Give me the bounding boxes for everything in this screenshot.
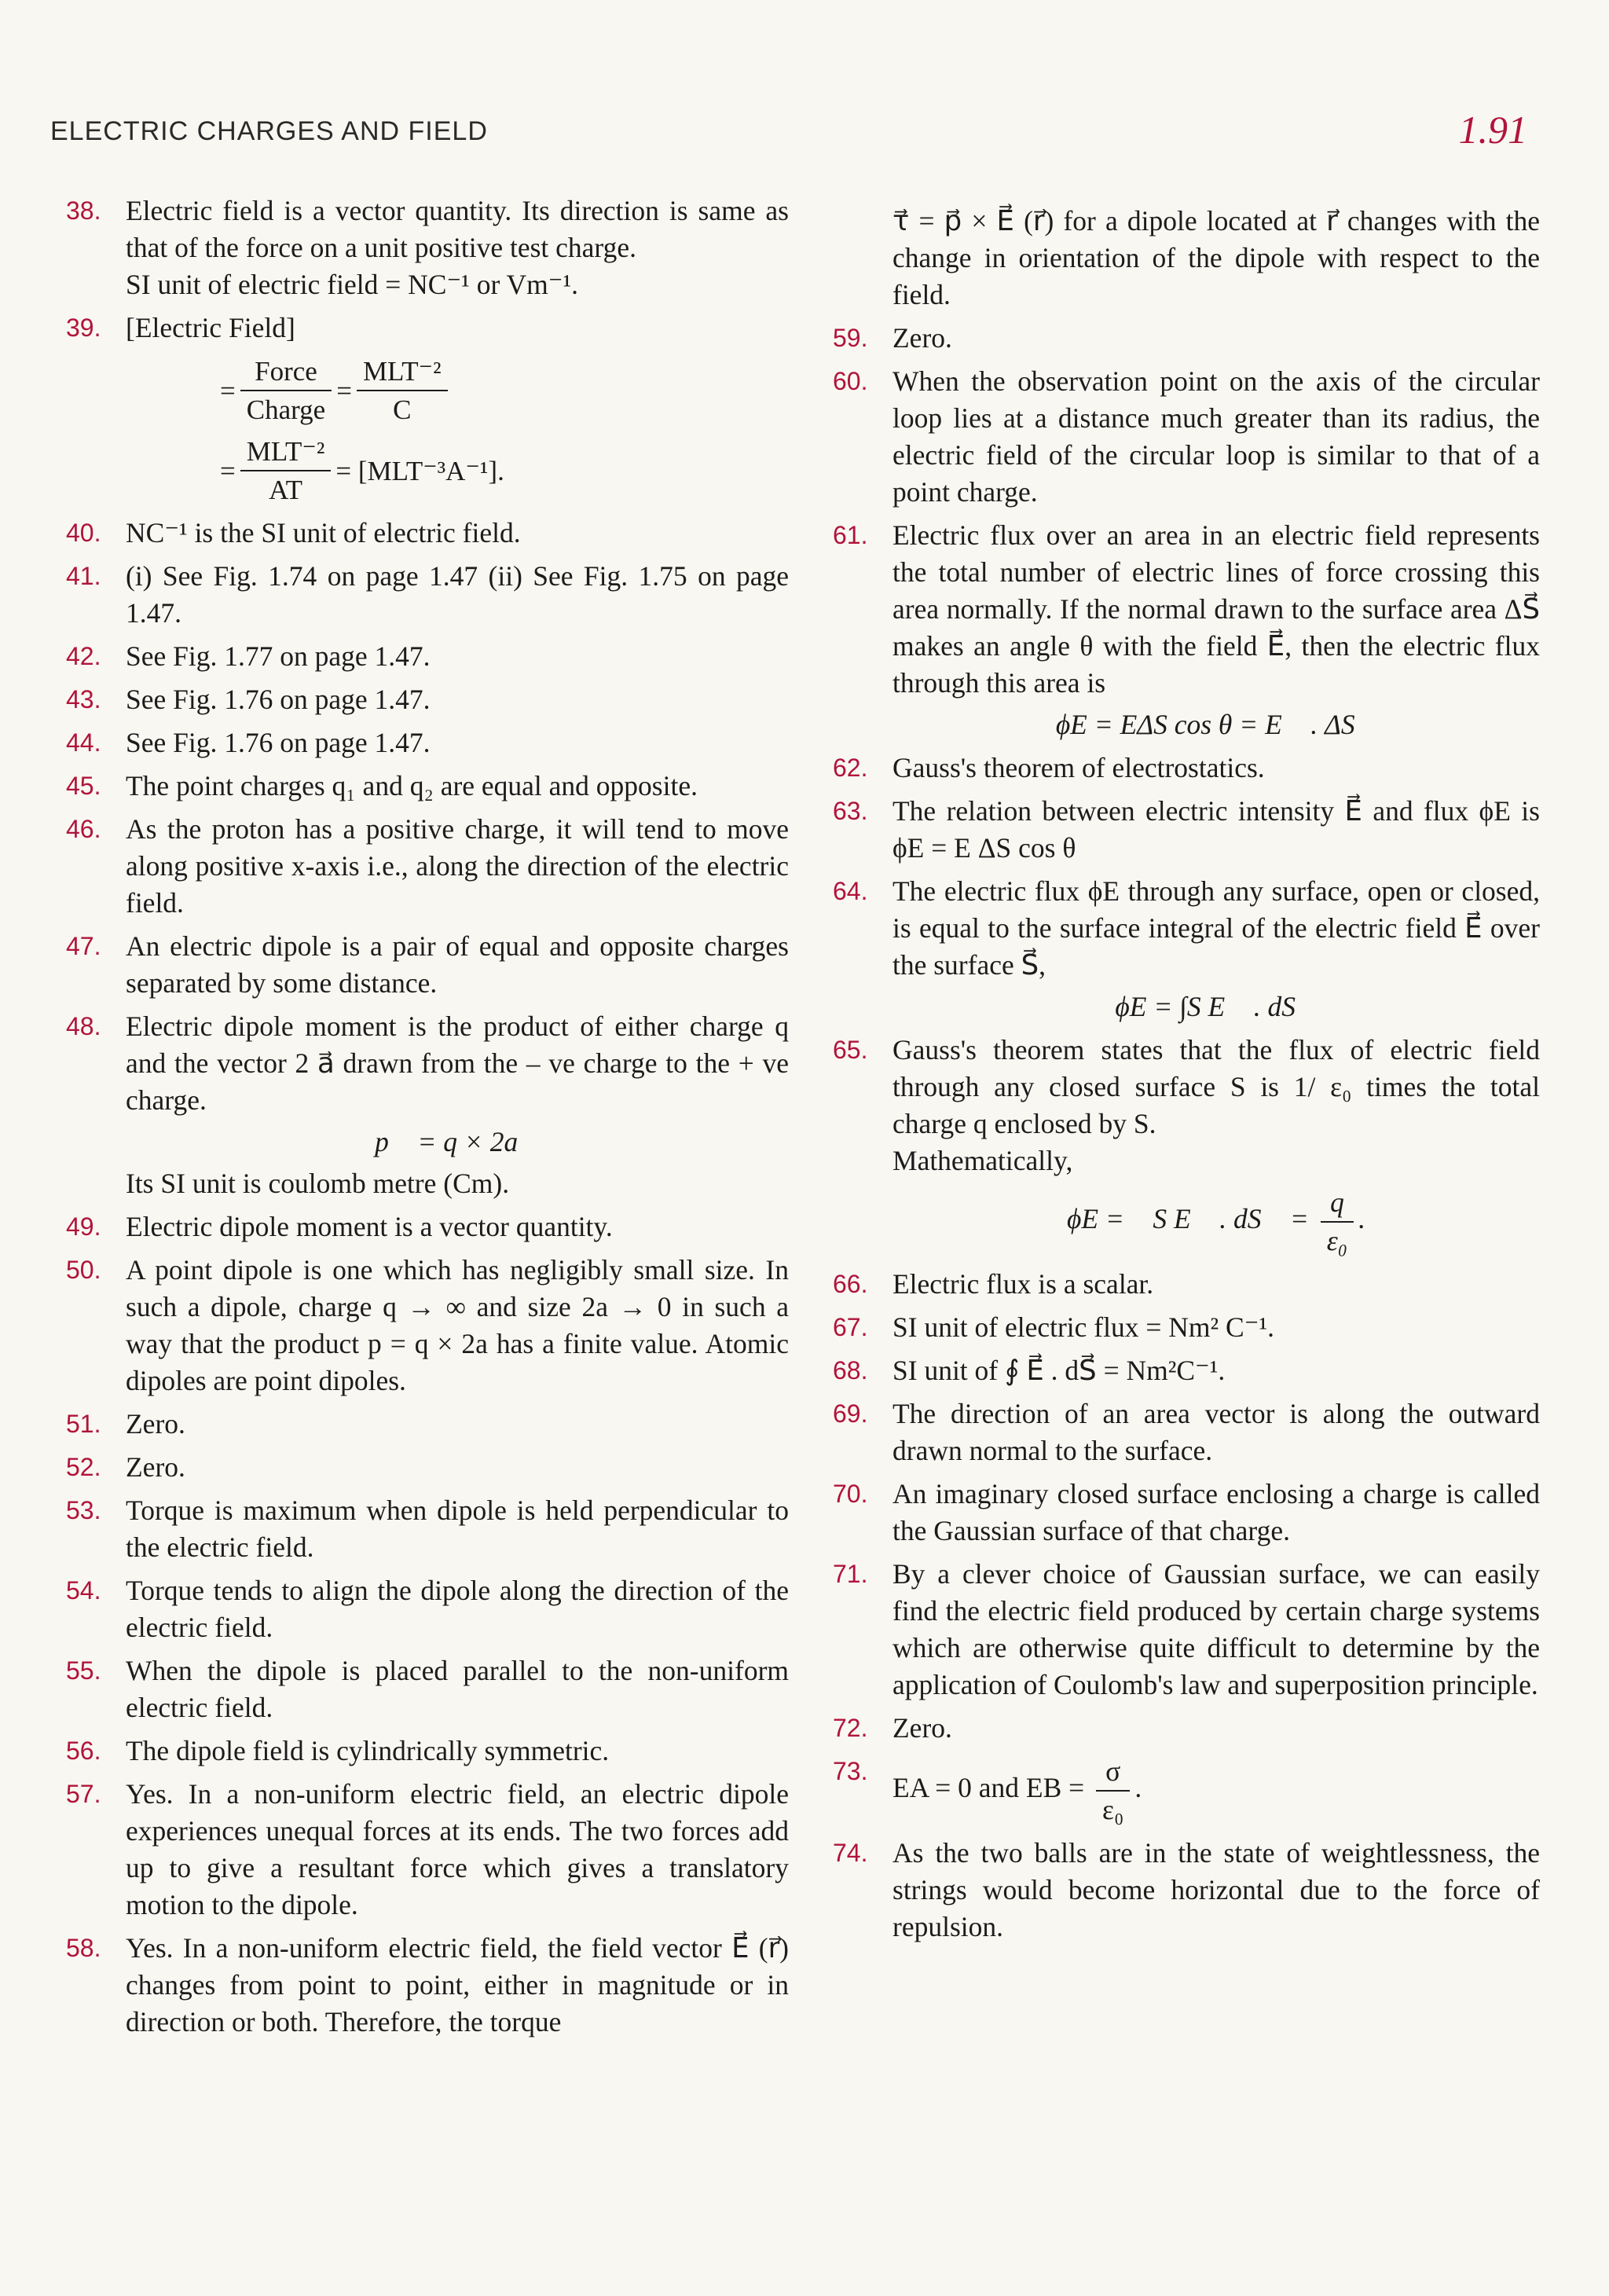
answer-number: 70. xyxy=(833,1480,868,1508)
answer-47 xyxy=(66,928,789,1002)
answer-55 xyxy=(66,1652,789,1726)
answer-number: 65. xyxy=(833,1036,868,1064)
answer-text: A point dipole is one which has negligibly small size. In such a dipole, charge q → ∞ and size 2a → 0 in such a way that the product p = q × 2a has a finite value. Atomic dipoles are point dipoles. xyxy=(126,1254,789,1396)
answer-number: 40. xyxy=(66,519,101,547)
section-title: ELECTRIC CHARGES AND FIELD xyxy=(50,116,488,146)
answer-number: 68. xyxy=(833,1356,868,1385)
answer-number: 45. xyxy=(66,772,101,800)
answer-63 xyxy=(833,793,1540,867)
answer-44 xyxy=(66,724,789,761)
answer-number: 55. xyxy=(66,1656,101,1685)
answer-number: 59. xyxy=(833,324,868,352)
answer-text: Torque tends to align the dipole along the direction of the electric field. xyxy=(126,1575,789,1643)
answer-text: Gauss's theorem states that the flux of electric field through any closed surface S is 1/ ε₀ times the total charge q enclosed by S. xyxy=(892,1034,1540,1139)
answer-text: SI unit of electric flux = Nm² C⁻¹. xyxy=(892,1311,1274,1343)
fraction-numerator: MLT⁻² xyxy=(357,353,448,391)
answer-text: See Fig. 1.77 on page 1.47. xyxy=(126,640,431,672)
answer-number: 71. xyxy=(833,1560,868,1588)
answer-text: The electric flux ϕE through any surface, open or closed, is equal to the surface integral of the electric field E⃗ over the surface S⃗, xyxy=(892,875,1540,981)
answer-text: The dipole field is cylindrically symmetric. xyxy=(126,1735,610,1766)
answer-text: An imaginary closed surface enclosing a charge is called the Gaussian surface of that charge. xyxy=(892,1478,1540,1546)
answer-58-continued xyxy=(833,203,1540,314)
answer-68 xyxy=(833,1352,1540,1389)
answer-text: Electric dipole moment is a vector quantity. xyxy=(126,1211,613,1242)
answer-text: The relation between electric intensity E⃗ and flux ϕE is ϕE = E ΔS cos θ xyxy=(892,795,1540,864)
answer-65 xyxy=(833,1032,1540,1260)
answer-70 xyxy=(833,1476,1540,1550)
gauss-law-equation: ϕE = ∮S E⃗ . dS⃗ = $\frac{q}{\text{ε₀}}$ . xyxy=(892,1184,1540,1260)
answer-48 xyxy=(66,1008,789,1202)
answer-text: When the dipole is placed parallel to the non-uniform electric field. xyxy=(126,1655,789,1723)
fraction-denominator: AT xyxy=(269,475,302,505)
fraction-numerator: q xyxy=(1321,1184,1354,1223)
answer-62 xyxy=(833,750,1540,787)
answer-number: 53. xyxy=(66,1496,101,1524)
right-column xyxy=(833,203,1540,1952)
answer-73: 73. EA = 0 and EB = $\frac{\sigma}{\text{ε₀}}$ . xyxy=(833,1753,1540,1828)
answer-56 xyxy=(66,1733,789,1770)
answer-61 xyxy=(833,517,1540,743)
answer-number: 51. xyxy=(66,1410,101,1438)
answer-number: 41. xyxy=(66,562,101,590)
fraction-numerator: MLT⁻² xyxy=(240,433,332,471)
answer-text: Zero. xyxy=(126,1408,185,1440)
answer-text: Its SI unit is coulomb metre (Cm). xyxy=(126,1168,510,1199)
answer-number: 63. xyxy=(833,797,868,825)
answer-number: 38. xyxy=(66,196,101,225)
answer-text: Zero. xyxy=(892,322,952,354)
answer-74 xyxy=(833,1835,1540,1946)
answer-text: NC⁻¹ is the SI unit of electric field. xyxy=(126,517,521,548)
answer-38 xyxy=(66,193,789,303)
answer-46 xyxy=(66,811,789,922)
answer-text: As the two balls are in the state of weightlessness, the strings would become horizontal due to the force of repulsion. xyxy=(892,1837,1540,1942)
answer-number: 39. xyxy=(66,314,101,342)
answer-67 xyxy=(833,1309,1540,1346)
answer-number: 48. xyxy=(66,1012,101,1040)
fraction-numerator: σ xyxy=(1096,1753,1130,1792)
answer-text: Yes. In a non-uniform electric field, the field vector E⃗ (r⃗) changes from point to point, either in magnitude or in direction or both. Therefore, the torque xyxy=(126,1932,789,2037)
answer-number: 67. xyxy=(833,1313,868,1341)
answer-71 xyxy=(833,1556,1540,1704)
answer-text: Zero. xyxy=(892,1712,952,1744)
answer-42 xyxy=(66,638,789,675)
fraction-numerator: Force xyxy=(240,353,332,391)
answer-number: 74. xyxy=(833,1839,868,1867)
answer-54 xyxy=(66,1572,789,1646)
answer-69 xyxy=(833,1396,1540,1469)
left-column xyxy=(66,193,789,2047)
answer-72 xyxy=(833,1710,1540,1747)
equation-lhs: ϕE = ∮S E⃗ . dS⃗ = xyxy=(1067,1203,1309,1235)
answer-number: 47. xyxy=(66,932,101,960)
answer-number: 52. xyxy=(66,1453,101,1481)
answer-text: An electric dipole is a pair of equal and opposite charges separated by some distance. xyxy=(126,930,789,999)
answer-text: Torque is maximum when dipole is held perpendicular to the electric field. xyxy=(126,1495,789,1563)
answer-text: (i) See Fig. 1.74 on page 1.47 (ii) See Fig. 1.75 on page 1.47. xyxy=(126,560,789,629)
fraction-denominator: ε₀ xyxy=(1102,1794,1124,1825)
answer-number: 57. xyxy=(66,1780,101,1808)
answer-number: 64. xyxy=(833,877,868,905)
answer-53 xyxy=(66,1492,789,1566)
answer-text: When the observation point on the axis of the circular loop lies at a distance much greater than its radius, the electric field of the circular loop is similar to that of a point charge. xyxy=(892,365,1540,508)
answer-number: 58. xyxy=(66,1934,101,1962)
answer-text: As the proton has a positive charge, it will tend to move along positive x-axis i.e., along the direction of the electric field. xyxy=(126,813,789,919)
answer-text: Gauss's theorem of electrostatics. xyxy=(892,752,1265,783)
answer-58 xyxy=(66,1930,789,2041)
answer-number: 49. xyxy=(66,1212,101,1241)
answer-number: 54. xyxy=(66,1576,101,1605)
answer-text: [Electric Field] xyxy=(126,312,295,343)
answer-number: 62. xyxy=(833,754,868,782)
answer-60 xyxy=(833,363,1540,511)
answer-number: 44. xyxy=(66,728,101,757)
fraction-denominator: ε₀ xyxy=(1326,1225,1348,1256)
answer-41 xyxy=(66,558,789,632)
answer-39 xyxy=(66,310,789,508)
answer-57 xyxy=(66,1776,789,1924)
answer-number: 43. xyxy=(66,685,101,713)
answer-text: Zero. xyxy=(126,1451,185,1483)
answer-text: By a clever choice of Gaussian surface, we can easily find the electric field produced by certain charge systems which are otherwise quite difficult to determine by the application of Coulomb's law and superposition principle. xyxy=(892,1558,1540,1700)
answer-43 xyxy=(66,681,789,718)
answer-number: 72. xyxy=(833,1714,868,1742)
answer-66 xyxy=(833,1266,1540,1303)
answer-text: See Fig. 1.76 on page 1.47. xyxy=(126,727,431,758)
answer-51 xyxy=(66,1406,789,1443)
answer-text: The direction of an area vector is along the outward drawn normal to the surface. xyxy=(892,1398,1540,1466)
answer-59 xyxy=(833,320,1540,357)
answer-text: τ⃗ = p⃗ × E⃗ (r⃗) for a dipole located at r⃗ changes with the change in orientation of the dipole with respect to the field. xyxy=(892,205,1540,310)
answer-text: Electric flux over an area in an electric field represents the total number of electric lines of force crossing this area normally. If the normal drawn to the surface area ΔS⃗ makes an angle θ with the field E⃗, then the electric flux through this area is xyxy=(892,519,1540,699)
dipole-moment-equation: p⃗ = q × 2a⃗ xyxy=(375,1126,540,1157)
answer-64 xyxy=(833,873,1540,1025)
answer-number: 42. xyxy=(66,642,101,670)
answer-number: 61. xyxy=(833,521,868,549)
answer-text: Yes. In a non-uniform electric field, an electric dipole experiences unequal forces at its ends. The two forces add up to give a resultant force which gives a translatory motion to the dipole. xyxy=(126,1778,789,1920)
page-number: 1.91 xyxy=(1458,108,1527,152)
answer-45 xyxy=(66,768,789,805)
answer-text: The point charges q₁ and q₂ are equal and opposite. xyxy=(126,770,698,801)
fraction-denominator: Charge xyxy=(246,394,326,425)
answer-text: See Fig. 1.76 on page 1.47. xyxy=(126,684,431,715)
answer-number: 50. xyxy=(66,1256,101,1284)
answer-text: SI unit of electric field = NC⁻¹ or Vm⁻¹. xyxy=(126,269,579,300)
answer-40 xyxy=(66,515,789,552)
answer-text: Mathematically, xyxy=(892,1145,1073,1176)
formula-result: = [MLT⁻³A⁻¹]. xyxy=(335,455,504,486)
answer-text: Electric dipole moment is the product of either charge q and the vector 2 a⃗ drawn from the – ve charge to the + ve charge. xyxy=(126,1010,789,1116)
answer-49 xyxy=(66,1209,789,1245)
dimension-formula: = $\frac{\text{Force}}{\text{Charge}}$ = $\frac{\text{MLT⁻²}}{C}$ = $\frac{\text{MLT⁻²}}{AT}$ = [MLT⁻³A⁻¹]. xyxy=(220,353,789,508)
answer-text: SI unit of ∮ E⃗ . dS⃗ = Nm²C⁻¹. xyxy=(892,1355,1226,1386)
answer-50 xyxy=(66,1252,789,1399)
answer-number: 60. xyxy=(833,367,868,395)
answer-52 xyxy=(66,1449,789,1486)
surface-integral-equation: ϕE = ∫S E⃗ . dS⃗ xyxy=(1115,991,1318,1022)
answer-number: 66. xyxy=(833,1270,868,1298)
answer-number: 56. xyxy=(66,1737,101,1765)
answer-text: Electric flux is a scalar. xyxy=(892,1268,1154,1300)
answer-number: 73. xyxy=(833,1757,868,1785)
answer-number: 69. xyxy=(833,1399,868,1428)
answer-text: Electric field is a vector quantity. Its direction is same as that of the force on a unit positive test charge. xyxy=(126,195,789,263)
fraction-denominator: C xyxy=(393,394,412,425)
answer-text: EA = 0 and EB = xyxy=(892,1772,1085,1804)
flux-equation: ϕE = EΔS cos θ = E⃗ . ΔS⃗ xyxy=(1055,709,1377,740)
answer-number: 46. xyxy=(66,815,101,843)
